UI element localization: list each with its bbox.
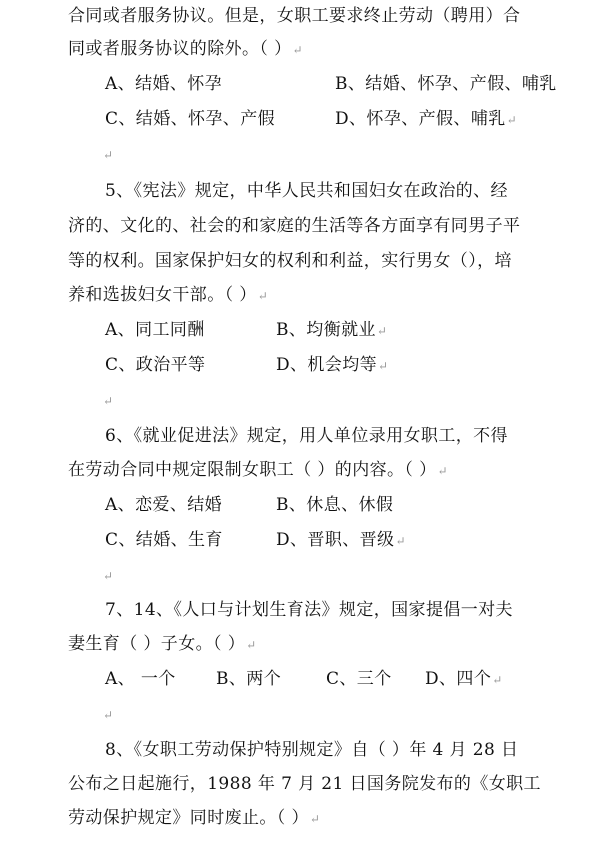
q4-option-a: A、结婚、怀孕: [105, 74, 223, 94]
q8-text-line-2: 公布之日起施行，1988 年 7 月 21 日国务院发布的《女职工: [68, 774, 541, 794]
q7-option-b: B、两个: [216, 669, 282, 689]
q5-option-b: B、均衡就业↵: [276, 320, 388, 340]
line-end-mark: ↵: [492, 673, 503, 687]
line-end-mark: ↵: [257, 289, 269, 303]
line-end-mark: ↵: [376, 324, 388, 338]
q8-text-line-3: 劳动保护规定》同时废止。（ ）↵: [68, 808, 321, 828]
line-end-mark: ↵: [395, 534, 406, 548]
empty-paragraph-mark: ↵: [103, 569, 114, 583]
q4-text-line-2: 同或者服务协议的除外。（ ）↵: [68, 39, 303, 59]
q5-option-a: A、同工同酬: [105, 320, 205, 340]
q7-text-line-1: 7、14、《人口与计划生育法》规定，国家提倡一对夫: [105, 600, 513, 620]
q5-option-d: D、机会均等↵: [276, 355, 389, 375]
q6-option-d: D、晋职、晋级↵: [276, 530, 406, 550]
line-end-mark: ↵: [506, 113, 518, 127]
line-end-mark: ↵: [437, 464, 448, 478]
empty-paragraph-mark: ↵: [103, 394, 114, 408]
q5-text-line-1: 5、《宪法》规定，中华人民共和国妇女在政治的、经: [105, 181, 508, 201]
q4-option-c: C、结婚、怀孕、产假: [105, 109, 276, 129]
line-end-mark: ↵: [292, 43, 303, 57]
line-end-mark: ↵: [246, 638, 257, 652]
q6-text-line-1: 6、《就业促进法》规定，用人单位录用女职工，不得: [105, 426, 508, 446]
q4-text-line-1: 合同或者服务协议。但是，女职工要求终止劳动（聘用）合: [68, 6, 521, 26]
q5-option-c: C、政治平等: [105, 355, 206, 375]
q4-option-b: B、结婚、怀孕、产假、哺乳: [335, 74, 557, 94]
q6-option-b: B、休息、休假: [276, 495, 394, 515]
q4-option-d: D、怀孕、产假、哺乳↵: [335, 109, 518, 129]
q7-text-line-2: 妻生育（ ）子女。（ ）↵: [68, 634, 257, 654]
q5-text-line-4: 养和选拔妇女干部。（ ）↵: [68, 285, 269, 305]
q7-option-c: C、三个: [326, 669, 392, 689]
q5-text-line-3: 等的权利。国家保护妇女的权利和利益，实行男女（），培: [68, 251, 512, 271]
q7-option-a: A、 一个: [105, 669, 176, 689]
q5-text-line-2: 济的、文化的、社会的和家庭的生活等各方面享有同男子平: [68, 216, 521, 236]
line-end-mark: ↵: [378, 359, 389, 373]
q7-option-d: D、四个↵: [425, 669, 503, 689]
q6-option-c: C、结婚、生育: [105, 530, 223, 550]
line-end-mark: ↵: [309, 812, 321, 826]
q6-text-line-2: 在劳动合同中规定限制女职工（ ）的内容。（ ）↵: [68, 460, 448, 480]
q6-option-a: A、恋爱、结婚: [105, 495, 223, 515]
empty-paragraph-mark: ↵: [103, 148, 114, 162]
q8-text-line-1: 8、《女职工劳动保护特别规定》自（ ）年 4 月 28 日: [105, 740, 519, 760]
empty-paragraph-mark: ↵: [103, 708, 114, 722]
